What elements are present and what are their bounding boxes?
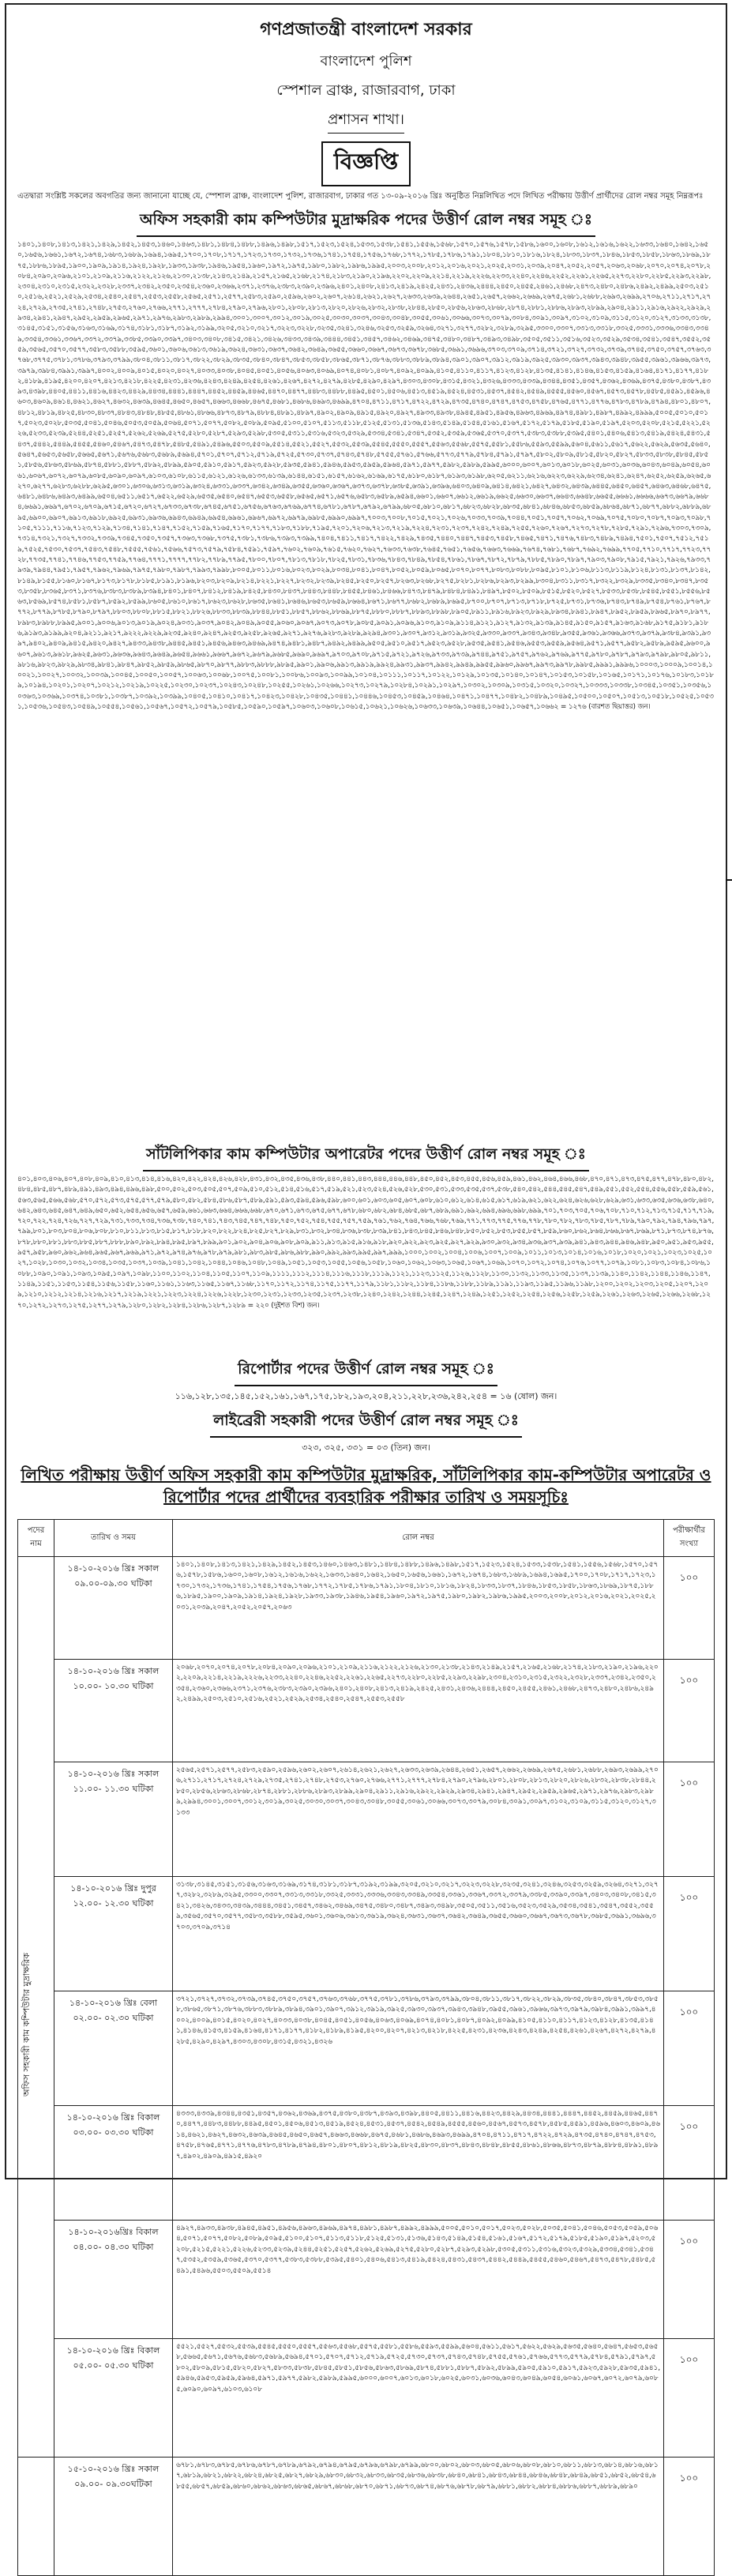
notice-title: বিজ্ঞপ্তি [321,141,411,186]
col-roll-numbers: রোল নম্বর [173,1520,664,1557]
schedule-row [18,2458,715,2576]
notice-page [5,3,727,2491]
schedule-roll-list: ৩৭২১,৩৭২৭,৩৭৩২,৩৭৩৯,৩৭৪৫,৩৭৫০,৩৭৫৭,৩৭৬৩,৩৭৬৮,৩৭৭৫,৩৭৮১,৩৭৮৬,৩৭৯৩,৩৭৯৯,৩৮০৪,৩৮১১,৩৮১৭,৩৮২২,৩৮২৯,৩৮৩৫,৩৮৪০,৩৮৪৭,৩৮৫৩,৩৮৫৮,৩৮৬৫,৩৮৭১,৩৮৭৬,৩৮৮৩,৩৮৮৯,৩৮৯৪,৩৯০১,৩৯০৭,৩৯১২,৩৯১৯,৩৯২৫,৩৯৩০,৩৯৩৭,৩৯৪৩,৩৯৪৮,৩৯৫৫,৩৯৬১,৩৯৬৬,৩৯৭৩,৩৯৭৯,৩৯৮৪,৩৯৯১,৩৯৯৭,৪০০২,৪০০৯,৪০১৫,৪০২০,৪০২৭,৪০৩৩,৪০৩৮,৪০৪৫,৪০৫১,৪০৫৬,৪০৬৩,৪০৬৯,৪০৭৪,৪০৮১,৪০৮৭,৪০৯২,৪০৯৯,৪১০৫,৪১১০,৪১১৭,৪১২৩,৪১২৮,৪১৩৫,৪১৪১,৪১৪৬,৪১৫৩,৪১৫৯,৪১৬৪,৪১৭১,৪১৭৭,৪১৮২,৪১৮৯,৪১৯৫,৪২০০,৪২০৭,৪২১৩,৪২১৮,৪২২৫,৪২৩১,৪২৩৬,৪২৪৩,৪২৪৯,৪২৫৪,৪২৬১,৪২৬৭,৪২৭২,৪২৭৯,৪২৮৫,৪২৯০,৪২৯৭,৪৩০৩,৪৩০৮,৪৩১৫,৪৩২১,৪৩২৬ [173,1991,664,2106]
schedule-date-time: ১৪-১০-২০১৬খ্রিঃ বিকাল ০৪.০০- ০৪.৩০ ঘটিকা [54,2221,173,2339]
schedule-row [18,1877,715,1991]
schedule-count: ১০০ [664,2221,715,2339]
schedule-roll-list: ৪৩৩৩,৪৩৩৯,৪৩৪৪,৪৩৫১,৪৩৫৭,৪৩৬২,৪৩৬৯,৪৩৭৫,৪৩৮০,৪৩৮৭,৪৩৯৩,৪৩৯৮,৪৪০৫,৪৪১১,৪৪১৬,৪৪২৩,৪৪২৯,৪৪৩৪,৪৪৪১,৪৪৪৭,৪৪৫২,৪৪৫৯,৪৪৬৫,৪৪৭০,৪৪৭৭,৪৪৮৩,৪৪৮৮,৪৪৯৫,৪৫০১,৪৫০৬,৪৫১৩,৪৫১৯,৪৫২৪,৪৫৩১,৪৫৩৭,৪৫৪২,৪৫৪৯,৪৫৫৫,৪৫৬০,৪৫৬৭,৪৫৭৩,৪৫৭৮,৪৫৮৫,৪৫৯১,৪৫৯৬,৪৬০৩,৪৬০৯,৪৬১৪,৪৬২১,৪৬২৭,৪৬৩২,৪৬৩৯,৪৬৪৫,৪৬৫০,৪৬৫৭,৪৬৬৩,৪৬৬৮,৪৬৭৫,৪৬৮১,৪৬৮৬,৪৬৯৩,৪৬৯৯,৪৭০৪,৪৭১১,৪৭১৭,৪৭২২,৪৭২৯,৪৭৩৫,৪৭৪০,৪৭৪৭,৪৭৫৩,৪৭৫৮,৪৭৬৫,৪৭৭১,৪৭৭৬,৪৭৮৩,৪৭৮৯,৪৭৯৪,৪৮০১,৪৮০৭,৪৮১২,৪৮১৯,৪৮২৫,৪৮৩০,৪৮৩৭,৪৮৪৩,৪৮৪৮,৪৮৫৫,৪৮৬১,৪৮৬৬,৪৮৭৩,৪৮৭৯,৪৮৮৪,৪৮৯১,৪৮৯৭,৪৯০২,৪৯০৯,৪৯১৫,৪৯২০ [173,2106,664,2221]
page-edge-mark [726,879,732,881]
schedule-count: ১০০ [664,1991,715,2106]
library-heading [17,1409,715,1438]
schedule-count: ১০০ [664,2339,715,2458]
schedule-date-time: ১৪-১০-২০১৬ খ্রিঃ সকাল ১০.০০- ১০.৩০ ঘটিকা [54,1660,173,1762]
schedule-heading-line1: লিখিত পরীক্ষায় উত্তীর্ণ অফিস সহকারী কাম কম্পিউটার মুদ্রাক্ষরিক, সাঁটলিপিকার কাম-কম্পিউটার অপারেটর ও [21,1465,711,1484]
office-address: স্পেশাল ব্রাঞ্চ, রাজারবাগ, ঢাকা [276,82,456,99]
schedule-roll-list: ৬৭৮১,৬৭৮৩,৬৭৮৫,৬৭৮৬,৬৭৮৭,৬৭৮৯,৬৭৯২,৬৭৯৪,৬৭৯৫,৬৭৯৬,৬৭৯৮,৬৭৯৯,৬৮০০,৬৮০২,৬৮০৩,৬৮০৫,৬৮০৬,৬৮০৮,৬৮১০,৬৮১১,৬৮১৩,৬৮১৪,৬৮১৬,৬৮১৭,৬৮১৯,৬৮২১,৬৮২২,৬৮২৪,৬৮২৫,৬৮২৭,৬৮২৯,৬৮৩০,৬৮৩২,৬৮৩৩,৬৮৩৫,৬৮৩৬,৬৮৩৮,৬৮৪০,৬৮৪১,৬৮৪৩,৬৮৪৪,৬৮৪৬,৬৮৪৮,৬৮৪৯,৬৮৫১,৬৮৫২,৬৮৫৪,৬৮৫৫,৬৮৫৭,৬৮৫৯,৬৮৬০,৬৮৬২,৬৮৬৩,৬৮৬৫,৬৮৬৭,৬৮৬৮,৬৮৭০,৬৮৭১,৬৮৭৩,৬৮৭৪,৬৮৭৬,৬৮৭৮,৬৮৭৯,৬৮৮১,৬৮৮২,৬৮৮৪,৬৮৮৬,৬৮৮৭,৬৮৮৯,৬৮৯০ [173,2458,664,2576]
section-name: প্রশাসন শাখা। [328,108,404,134]
schedule-row [18,1762,715,1877]
schedule-roll-list: ৪৯২৭,৪৯৩৩,৪৯৩৮,৪৯৪৫,৪৯৫১,৪৯৫৬,৪৯৬৩,৪৯৬৯,৪৯৭৪,৪৯৮১,৪৯৮৭,৪৯৯২,৪৯৯৯,৫০০৫,৫০১০,৫০১৭,৫০২৩,৫০২৮,৫০৩৫,৫০৪১,৫০৪৬,৫০৫৩,৫০৫৯,৫০৬৪,৫০৭১,৫০৭৭,৫০৮২,৫০৮৯,৫০৯৫,৫১০০,৫১০৭,৫১১৩,৫১১৮,৫১২৫,৫১৩১,৫১৩৬,৫১৪৩,৫১৪৯,৫১৫৪,৫১৬১,৫১৬৭,৫১৭২,৫১৭৯,৫১৮৫,৫১৯০,৫১৯৭,৫২০৩,৫২০৮,৫২১৫,৫২২১,৫২২৬,৫২৩৩,৫২৩৯,৫২৪৪,৫২৫১,৫২৫৭,৫২৬২,৫২৬৯,৫২৭৫,৫২৮০,৫২৮৭,৫২৯৩,৫২৯৮,৫৩০৫,৫৩১১,৫৩১৬,৫৩২৩,৫৩২৯,৫৩৩৪,৫৩৪১,৫৩৪৭,৫৩৫২,৫৩৫৯,৫৩৬৫,৫৩৭০,৫৩৭৭,৫৩৮৩,৫৩৮৮,৫৩৯৫,৫৪০১,৫৪০৬,৫৪১৩,৫৪১৯,৫৪২৪,৫৪৩১,৫৪৩৭,৫৪৪২,৫৪৪৯,৫৪৫৫,৫৪৬০,৫৪৬৭,৫৪৭৩,৫৪৭৮,৫৪৮৫,৫৪৯১,৫৪৯৬,৫৫০৩,৫৫০৯,৫৫১৪ [173,2221,664,2339]
schedule-row [18,1557,715,1660]
stenotypist-heading-text: সাঁটলিপিকার কাম কম্পিউটার অপারেটর পদের উত্তীর্ণ রোল নম্বর সমূহ ঃ [143,1143,589,1171]
reporter-heading [17,1358,715,1386]
schedule-row [18,2339,715,2458]
schedule-row [18,2221,715,2339]
schedule-count: ১০০ [664,1557,715,1660]
schedule-row [18,2106,715,2221]
schedule-row [18,1991,715,2106]
col-candidate-count: পরীক্ষার্থীর সংখ্যা [664,1520,715,1557]
schedule-row [18,1660,715,1762]
reporter-rolls: ১১৬,১২৮,১৩৫,১৪৫,১৫২,১৬১,১৬৭,১৭৫,১৮২,১৯৩,২০৪,২১১,২২৮,২৩৬,২৪২,২৫৪ = ১৬ (ষোল) জন। [175,1391,557,1401]
schedule-date-time: ১৫-১০-২০১৬ খ্রিঃ সকাল ০৯.০০- ০৯.৩০ঘটিকা [54,2458,173,2576]
post-name-cell [18,1557,54,2458]
schedule-roll-list: ৩১৩৮,৩১৪৫,৩১৫১,৩১৫৬,৩১৬৩,৩১৬৯,৩১৭৪,৩১৮১,৩১৮৭,৩১৯২,৩১৯৯,৩২০৫,৩২১০,৩২১৭,৩২২৩,৩২২৮,৩২৩৫,৩২৪১,৩২৪৬,৩২৫৩,৩২৫৯,৩২৬৪,৩২৭১,৩২৭৭,৩২৮২,৩২৮৯,৩২৯৫,৩৩০০,৩৩০৭,৩৩১৩,৩৩১৮,৩৩২৫,৩৩৩১,৩৩৩৬,৩৩৪৩,৩৩৪৯,৩৩৫৪,৩৩৬১,৩৩৬৭,৩৩৭২,৩৩৭৯,৩৩৮৫,৩৩৯০,৩৩৯৭,৩৪০৩,৩৪০৮,৩৪১৫,৩৪২১,৩৪২৬,৩৪৩৩,৩৪৩৯,৩৪৪৪,৩৪৫১,৩৪৫৭,৩৪৬২,৩৪৬৯,৩৪৭৫,৩৪৮০,৩৪৮৭,৩৪৯৩,৩৪৯৮,৩৫০৫,৩৫১১,৩৫১৬,৩৫২৩,৩৫২৯,৩৫৩৪,৩৫৪১,৩৫৪৭,৩৫৫২,৩৫৫৯,৩৫৬৫,৩৫৭০,৩৫৭৭,৩৫৮৩,৩৫৮৮,৩৫৯৫,৩৬০১,৩৬০৬,৩৬১৩,৩৬১৯,৩৬২৪,৩৬৩১,৩৬৩৭,৩৬৪২,৩৬৪৯,৩৬৫৫,৩৬৬০,৩৬৬৭,৩৬৭৩,৩৬৭৮,৩৬৮৫,৩৬৯১,৩৬৯৬,৩৭০৩,৩৭০৯,৩৭১৪ [173,1877,664,1991]
col-post: পদের নাম [18,1520,54,1557]
schedule-date-time: ১৪-১০-২০১৬ খ্রিঃ বেলা ০২.০০- ০২.৩০ ঘটিকা [54,1991,173,2106]
reporter-heading-text: রিপোর্টার পদের উত্তীর্ণ রোল নম্বর সমূহ ঃ [235,1358,497,1386]
notice-title-box [17,141,715,186]
schedule-date-time: ১৪-১০-২০১৬ খ্রিঃ বিকাল ০৫.০০- ০৫.৩০ ঘটিকা [54,2339,173,2458]
stenotypist-rolls: ৪০১,৪০৩,৪০৬,৪০৭,৪০৮,৪০৯,৪১০,৪১৩,৪১৪,৪১৬,৪২০,৪২২,৪২৪,৪২৬,৪২৮,৪৩১,৪৩২,৪৩৫,৪৩৬,৪৩৮,৪৪০,৪৪১,৪৪৩,৪৪৪,৪৪৬,৪৪৮,৪৫০,৪৫২,৪৫৩,৪৫৫,৪৫৬,৪৫৯,৪৬১,৪৬২,৪৬৪,৪৬৬,৪৬৮,৪৭০,৪৭১,৪৭৩,৪৭৫,৪৭৭,৪৭৮,৪৮০,৪৮২,৪৮৪,৪৮৫,৪৮৭,৪৮৯,৪৯১,৪৯৩,৪৯৪,৪৯৬,৪৯৮,৫০০,৫০২,৫০৩,৫০৫,৫০৭,৫০৯,৫১০,৫১২,৫১৪,৫১৬,৫১৭,৫১৯,৫২১,৫২৩,৫২৪,৫২৬,৫২৮,৫৩০,৫৩১,৫৩৩,৫৩৫,৫৩৭,৫৩৮,৫৪০,৫৪২,৫৪৪,৫৪৫,৫৪৭,৫৪৯,৫৫১,৫৫২,৫৫৪,৫৫৬,৫৫৮,৫৫৯,৫৬১,৫৬৩,৫৬৫,৫৬৬,৫৬৮,৫৭০,৫৭২,৫৭৩,৫৭৫,৫৭৭,৫৭৯,৫৮০,৫৮২,৫৮৪,৫৮৬,৫৮৭,৫৮৯,৫৯১,৫৯৩,৫৯৪,৫৯৬,৫৯৮,৬০০,৬০১,৬০৩,৬০৫,৬০৭,৬০৮,৬১০,৬১২,৬১৪,৬১৫,৬১৭,৬১৯,৬২১,৬২২,৬২৪,৬২৬,৬২৮,৬২৯,৬৩১,৬৩৩,৬৩৫,৬৩৬,৬৩৮,৬৪০,৬৪২,৬৪৩,৬৪৫,৬৪৭,৬৪৯,৬৫০,৬৫২,৬৫৪,৬৫৬,৬৫৭,৬৫৯,৬৬১,৬৬৩,৬৬৪,৬৬৬,৬৬৮,৬৭০,৬৭১,৬৭৩,৬৭৫,৬৭৭,৬৭৮,৬৮০,৬৮২,৬৮৪,৬৮৫,৬৮৭,৬৮৯,৬৯১,৬৯২,৬৯৪,৬৯৬,৬৯৮,৬৯৯,৭০১,৭০৩,৭০৫,৭০৬,৭০৮,৭১০,৭১২,৭১৩,৭১৫,৭১৭,৭১৯,৭২০,৭২২,৭২৪,৭২৬,৭২৭,৭২৯,৭৩১,৭৩৩,৭৩৪,৭৩৬,৭৩৮,৭৪০,৭৪১,৭৪৩,৭৪৫,৭৪৭,৭৪৮,৭৫০,৭৫২,৭৫৪,৭৫৫,৭৫৭,৭৫৯,৭৬১,৭৬২,৭৬৪,৭৬৬,৭৬৮,৭৬৯,৭৭১,৭৭৩,৭৭৫,৭৭৬,৭৭৮,৭৮০,৭৮২,৭৮৩,৭৮৫,৭৮৭,৭৮৯,৭৯০,৭৯২,৭৯৪,৭৯৬,৭৯৭,৭৯৯,৮০১,৮০৩,৮০৪,৮০৬,৮০৮,৮১০,৮১১,৮১৩,৮১৫,৮১৭,৮১৮,৮২০,৮২২,৮২৪,৮২৫,৮২৭,৮২৯,৮৩১,৮৩২,৮৩৪,৮৩৬,৮৩৮,৮৩৯,৮৪১,৮৪৩,৮৪৫,৮৪৬,৮৪৮,৮৫০,৮৫২,৮৫৩,৮৫৫,৮৫৭,৮৫৯,৮৬০,৮৬২,৮৬৪,৮৬৬,৮৬৭,৮৬৯,৮৭১,৮৭৩,৮৭৪,৮৭৬,৮৭৮,৮৮০,৮৮১,৮৮৩,৮৮৫,৮৮৭,৮৮৮,৮৯০,৮৯২,৮৯৪,৮৯৫,৮৯৭,৮৯৯,৯০১,৯০২,৯০৪,৯০৬,৯০৮,৯০৯,৯১১,৯১৩,৯১৫,৯১৬,৯১৮,৯২০,৯২২,৯২৩,৯২৫,৯২৭,৯২৯,৯৩০,৯৩২,৯৩৪,৯৩৬,৯৩৭,৯৩৯,৯৪১,৯৪৩,৯৪৪,৯৪৬,৯৪৮,৯৫০,৯৫১,৯৫৩,৯৫৫,৯৫৭,৯৫৮,৯৬০,৯৬২,৯৬৪,৯৬৫,৯৬৭,৯৬৯,৯৭১,৯৭২,৯৭৪,৯৭৬,৯৭৮,৯৭৯,৯৮১,৯৮৩,৯৮৫,৯৮৬,৯৮৮,৯৯০,৯৯২,৯৯৩,৯৯৫,৯৯৭,৯৯৯,১০০০,১০০২,১০০৪,১০০৬,১০০৭,১০০৯,১০১১,১০১৩,১০১৪,১০১৬,১০১৮,১০২০,১০২১,১০২৩,১০২৫,১০২৭,১০২৮,১০৩০,১০৩২,১০৩৪,১০৩৫,১০৩৭,১০৩৯,১০৪১,১০৪২,১০৪৪,১০৪৬,১০৪৮,১০৪৯,১০৫১,১০৫৩,১০৫৫,১০৫৬,১০৫৮,১০৬০,১০৬২,১০৬৩,১০৬৫,১০৬৭,১০৬৯,১০৭০,১০৭২,১০৭৪,১০৭৬,১০৭৭,১০৭৯,১০৮১,১০৮৩,১০৮৪,১০৮৬,১০৮৮,১০৯০,১০৯১,১০৯৩,১০৯৫,১০৯৭,১০৯৮,১১০০,১১০২,১১০৪,১১০৫,১১০৭,১১০৯,১১১১,১১১২,১১১৪,১১১৬,১১১৮,১১১৯,১১২১,১১২৩,১১২৫,১১২৬,১১২৮,১১৩০,১১৩২,১১৩৩,১১৩৫,১১৩৭,১১৩৯,১১৪০,১১৪২,১১৪৪,১১৪৬,১১৪৭,১১৪৯,১১৫১,১১৫৩,১১৫৪,১১৫৬,১১৫৮,১১৬০,১১৬১,১১৬৩,১১৬৫,১১৬৭,১১৬৮,১১৭০,১১৭২,১১৭৪,১১৭৫,১১৭৭,১১৭৯,১১৮১,১১৮২,১১৮৪,১১৮৬,১১৮৮,১১৮৯,১১৯১,১১৯৩,১১৯৫,১১৯৬,১১৯৮,১২০০,১২০২,১২০৩,১২০৫,১২০৭,১২০৯,১২১০,১২১২,১২১৪,১২১৬,১২১৭,১২১৯,১২২১,১২২৩,১২২৪,১২২৬,১২২৮,১২৩০,১২৩১,১২৩৩,১২৩৫,১২৩৭,১২৩৮,১২৪০,১২৪২,১২৪৪,১২৪৫,১২৪৭,১২৪৯,১২৫১,১২৫২,১২৫৪,১২৫৬,১২৫৮,১২৫৯,১২৬১,১২৬৩,১২৬৫,১২৬৬,১২৬৮,১২৭০,১২৭২,১২৭৩,১২৭৫,১২৭৭,১২৭৯,১২৮০,১২৮২,১২৮৪,১২৮৬,১২৮৭,১২৮৯ = ২২০ (দুইশত বিশ) জন। [17,1175,715,1310]
govt-name: গণপ্রজাতন্ত্রী বাংলাদেশ সরকার [260,20,472,39]
library-rolls: ৩২৩, ৩২৫, ৩৩১ = ০৩ (তিন) জন। [302,1442,430,1453]
dept-name: বাংলাদেশ পুলিশ [320,53,412,70]
letterhead [17,16,715,134]
col-date-time: তারিখ ও সময় [54,1520,173,1557]
schedule-table [17,1519,715,2576]
office-assistant-heading-text: অফিস সহকারী কাম কম্পিউটার মুদ্রাক্ষরিক পদের উত্তীর্ণ রোল নম্বর সমূহ ঃ [137,209,595,237]
schedule-heading [17,1464,715,1508]
post-name-cell-empty [18,2458,54,2576]
schedule-roll-list: ৫৫২১,৫৫২৭,৫৫৩২,৫৫৩৯,৫৫৪৫,৫৫৫০,৫৫৫৭,৫৫৬৩,৫৫৬৮,৫৫৭৫,৫৫৮১,৫৫৮৬,৫৫৯৩,৫৫৯৯,৫৬০৪,৫৬১১,৫৬১৭,৫৬২২,৫৬২৯,৫৬৩৫,৫৬৪০,৫৬৪৭,৫৬৫৩,৫৬৫৮,৫৬৬৫,৫৬৭১,৫৬৭৬,৫৬৮৩,৫৬৮৯,৫৬৯৪,৫৭০১,৫৭০৭,৫৭১২,৫৭১৯,৫৭২৫,৫৭৩০,৫৭৩৭,৫৭৪৩,৫৭৪৮,৫৭৫৫,৫৭৬১,৫৭৬৬,৫৭৭৩,৫৭৭৯,৫৭৮৪,৫৭৯১,৫৭৯৭,৫৮০২,৫৮০৯,৫৮১৫,৫৮২০,৫৮২৭,৫৮৩৩,৫৮৩৮,৫৮৪৫,৫৮৫১,৫৮৫৬,৫৮৬৩,৫৮৬৯,৫৮৭৪,৫৮৮১,৫৮৮৭,৫৮৯২,৫৮৯৯,৫৯০৫,৫৯১০,৫৯১৭,৫৯২৩,৫৯২৮,৫৯৩৫,৫৯৪১,৫৯৪৬,৫৯৫৩,৫৯৫৯,৫৯৬৪,৫৯৭১,৫৯৭৭,৫৯৮২,৫৯৮৯,৫৯৯৫,৬০০০,৬০০৭,৬০১৩,৬০১৮,৬০২৫,৬০৩১,৬০৩৬,৬০৪৩,৬০৪৯,৬০৫৪,৬০৬১,৬০৬৭,৬০৭২,৬০৭৯,৬০৮৫,৬০৯০,৬০৯৭,৬১০৩,৬১০৮ [173,2339,664,2458]
schedule-count: ১০০ [664,1762,715,1877]
schedule-count: ১০০ [664,2106,715,2221]
schedule-count: ১০০ [664,1660,715,1762]
library-heading-text: লাইব্রেরী সহকারী পদের উত্তীর্ণ রোল নম্বর সমূহ ঃ [210,1409,522,1438]
intro-text: এতদ্বারা সংশ্লিষ্ট সকলের অবগতির জন্য জানানো যাচ্ছে যে, স্পেশাল ব্রাঞ্চ, বাংলাদেশ পুলিশ, রাজারবাগ, ঢাকার গত ১৩-০৯-২০১৬ খ্রিঃ অনুষ্ঠিত নিম্নলিখিত পদে লিখিত পরীক্ষায় উত্তীর্ণ প্রার্থীদের রোল নম্বর সমূহ নিম্নরূপঃ [17,192,704,201]
schedule-count: ১০০ [664,2458,715,2576]
schedule-header-row [18,1520,715,1557]
schedule-date-time: ১৪-১০-২০১৬ খ্রিঃ দুপুর ১২.০০- ১২.৩০ ঘটিকা [54,1877,173,1991]
post-name: অফিস সহকারী কাম কম্পিউটার মুদ্রাক্ষরিক [21,1953,32,2097]
office-assistant-heading [17,209,715,237]
schedule-roll-list: ২৫৬৫,২৫৭১,২৫৭৭,২৫৮৩,২৫৯০,২৫৯৬,২৬০২,২৬০৭,২৬১৪,২৬২১,২৬২৭,২৬৩৩,২৬৩৯,২৬৪৪,২৬৫১,২৬৫৭,২৬৬২,২৬৬৯,২৬৭৫,২৬৮১,২৬৮৮,২৬৯৩,২৬৯৯,২৭০৬,২৭১১,২৭১৭,২৭২৪,২৭২৯,২৭৩৫,২৭৪১,২৭৪৮,২৭৫৩,২৭৬০,২৭৬৬,২৭৭১,২৭৭৭,২৭৮৪,২৭৯০,২৭৯৬,২৮০১,২৮০৮,২৮১৩,২৮২০,২৮২৬,২৮৩২,২৮৩৮,২৮৪৪,২৮৫০,২৮৫৬,২৮৬৩,২৮৬৮,২৮৭৪,২৮৮১,২৮৮৬,২৮৯৩,২৮৯৯,২৯০৪,২৯১১,২৯১৬,২৯২২,২৯২৯,২৯৩৪,২৯৪১,২৯৪৭,২৯৫২,২৯৫৯,২৯৬৫,২৯৭১,২৯৭৬,২৯৮৩,২৯৮৯,২৯৯৪,৩০০১,৩০০৭,৩০১২,৩০১৯,৩০২৫,৩০৩০,৩০৩৭,৩০৪৩,৩০৪৮,৩০৫৫,৩০৬১,৩০৬৬,৩০৭৩,৩০৭৯,৩০৮৪,৩০৯১,৩০৯৭,৩১০২,৩১০৯,৩১১৫,৩১২০,৩১২৭,৩১৩৩ [173,1762,664,1877]
schedule-date-time: ১৪-১০-২০১৬ খ্রিঃ সকাল ০৯.০০-০৯.৩০ ঘটিকা [54,1557,173,1660]
schedule-count: ১০০ [664,1877,715,1991]
schedule-date-time: ১৪-১০-২০১৬ খ্রিঃ বিকাল ০৩.০০- ০৩.৩০ ঘটিকা [54,2106,173,2221]
schedule-heading-line2: রিপোর্টার পদের প্রার্থীদের ব্যবহারিক পরীক্ষার তারিখ ও সময়সূচিঃ [163,1487,569,1506]
schedule-roll-list: ১৪০১,১৪০৮,১৪১৩,১৪২১,১৪২৯,১৪৫২,১৪৫৩,১৪৬০,১৪৬৩,১৪৮১,১৪৮৪,১৪৮৮,১৪৯৬,১৪৯৮,১৫১৭,১৫২৩,১৫২৪,১৫৩৩,১৫৩৮,১৫৪১,১৫৫৬,১৫৬৮,১৫৭০,১৫৭৬,১৫৭৮,১৫৮৬,১৬০০,১৬০৮,১৬১২,১৬১৬,১৬২২,১৬৩৩,১৬৪০,১৬৪২,১৬৫০,১৬৫৬,১৬৬১,১৬৭২,১৬৭৪,১৬৮৩,১৬৮৯,১৬৯৪,১৬৯৫,১৭০০,১৭০৮,১৭১৭,১৭২৩,১৭৩০,১৭৩২,১৭৩৬,১৭৪১,১৭৫৪,১৭৫৬,১৭৬৮,১৭৭২,১৭৮৫,১৭৮৬,১৭৯১,১৮০৪,১৮১০,১৮১৬,১৮২৪,১৮৩৩,১৮৩৭,১৮৪৬,১৮৫৩,১৮৫৮,১৮৬৩,১৮৬৯,১৮৭৫,১৮৮৬,১৮৯৫,১৯০০,১৯০৯,১৯১৪,১৯২৪,১৯২৮,১৯৩৩,১৯৩৮,১৯৪৬,১৯৫৪,১৯৬০,১৯৭২,১৯৭৫,১৯৮০,১৯৮২,১৯৮৬,১৯৯৫,২০০৩,২০০৮,২০১২,২০১৬,২০২১,২০২৫,২০৩১,২০৩৯,২০৪৭,২০৫২,২০৫৭,২০৬৩ [173,1557,664,1660]
stenotypist-heading [17,1143,715,1171]
office-assistant-rolls: ১৪০১,১৪০৮,১৪১৩,১৪২১,১৪২৯,১৪৫২,১৪৫৩,১৪৬০,১৪৬৩,১৪৮১,১৪৮৪,১৪৮৮,১৪৯৬,১৪৯৮,১৫১৭,১৫২৩,১৫২৪,১৫৩৩,১৫৩৮,১৫৪১,১৫৫৬,১৫৬৮,১৫৭০,১৫৭৬,১৫৭৮,১৫৮৬,১৬০০,১৬০৮,১৬১২,১৬১৬,১৬২২,১৬৩৩,১৬৪০,১৬৪২,১৬৫০,১৬৫৬,১৬৬১,১৬৭২,১৬৭৪,১৬৮৩,১৬৮৯,১৬৯৪,১৬৯৫,১৭০০,১৭০৮,১৭১৭,১৭২৩,১৭৩০,১৭৩২,১৭৩৬,১৭৪১,১৭৫৪,১৭৫৬,১৭৬৮,১৭৭২,১৭৮৫,১৭৮৬,১৭৯১,১৮০৪,১৮১০,১৮১৬,১৮২৪,১৮৩৩,১৮৩৭,১৮৪৬,১৮৫৩,১৮৫৮,১৮৬৩,১৮৬৯,১৮৭৫,১৮৮৬,১৮৯৫,১৯০০,১৯০৯,১৯১৪,১৯২৪,১৯২৮,১৯৩৩,১৯৩৮,১৯৪৬,১৯৫৪,১৯৬০,১৯৭২,১৯৭৫,১৯৮০,১৯৮২,১৯৮৬,১৯৯৫,২০০৩,২০০৮,২০১২,২০১৬,২০২১,২০২৫,২০৩১,২০৩৯,২০৪৭,২০৫২,২০৫৭,২০৬৩,২০৬৮,২০৭০,২০৭৪,২০৭৮,২০৮৪,২০৯০,২০৯৬,২১০১,২১০৯,২১১৬,২১২২,২১২৬,২১৩০,২১৩৮,২১৪৩,২১৪৯,২১৫৭,২১৬৫,২১৬৮,২১৭৪,২১৮৩,২১৯০,২১৯৬,২২০২,২২০৯,২২১৪,২২১৯,২২২৬,২২৩৩,২২৪০,২২৪৬,২২৫২,২২৬১,২২৬৫,২২৭৩,২২৮০,২২৮৫,২২৯৩,২২৯৮,২৩০৪,২৩১০,২৩১৫,২৩২২,২৩২৮,২৩৩৭,২৩৪২,২৩৫০,২৩৫৪,২৩৬০,২৩৬৬,২৩৭১,২৩৭৬,২৩৮৩,২৩৯০,২৩৯৬,২৪০১,২৪০৮,২৪১৩,২৪১৯,২৪২৫,২৪৩১,২৪৩৬,২৪৪৪,২৪৫০,২৪৫৫,২৪৬১,২৪৬৮,২৪৭৩,২৪৮০,২৪৮৬,২৪৯২,২৪৯৯,২৫০৩,২৫১০,২৫১৬,২৫২১,২৫২৯,২৫৩৪,২৫৪০,২৫৪৭,২৫৫৩,২৫৫৮,২৫৬৫,২৫৭১,২৫৭৭,২৫৮৩,২৫৯০,২৫৯৬,২৬০২,২৬০৭,২৬১৪,২৬২১,২৬২৭,২৬৩৩,২৬৩৯,২৬৪৪,২৬৫১,২৬৫৭,২৬৬২,২৬৬৯,২৬৭৫,২৬৮১,২৬৮৮,২৬৯৩,২৬৯৯,২৭০৬,২৭১১,২৭১৭,২৭২৪,২৭২৯,২৭৩৫,২৭৪১,২৭৪৮,২৭৫৩,২৭৬০,২৭৬৬,২৭৭১,২৭৭৭,২৭৮৪,২৭৯০,২৭৯৬,২৮০১,২৮০৮,২৮১৩,২৮২০,২৮২৬,২৮৩২,২৮৩৮,২৮৪৪,২৮৫০,২৮৫৬,২৮৬৩,২৮৬৮,২৮৭৪,২৮৮১,২৮৮৬,২৮৯৩,২৮৯৯,২৯০৪,২৯১১,২৯১৬,২৯২২,২৯২৯,২৯৩৪,২৯৪১,২৯৪৭,২৯৫২,২৯৫৯,২৯৬৫,২৯৭১,২৯৭৬,২৯৮৩,২৯৮৯,২৯৯৪,৩০০১,৩০০৭,৩০১২,৩০১৯,৩০২৫,৩০৩০,৩০৩৭,৩০৪৩,৩০৪৮,৩০৫৫,৩০৬১,৩০৬৬,৩০৭৩,৩০৭৯,৩০৮৪,৩০৯১,৩০৯৭,৩১০২,৩১০৯,৩১১৫,৩১২০,৩১২৭,৩১৩৩,৩১৩৮,৩১৪৫,৩১৫১,৩১৫৬,৩১৬৩,৩১৬৯,৩১৭৪,৩১৮১,৩১৮৭,৩১৯২,৩১৯৯,৩২০৫,৩২১০,৩২১৭,৩২২৩,৩২২৮,৩২৩৫,৩২৪১,৩২৪৬,৩২৫৩,৩২৫৯,৩২৬৪,৩২৭১,৩২৭৭,৩২৮২,৩২৮৯,৩২৯৫,৩৩০০,৩৩০৭,৩৩১৩,৩৩১৮,৩৩২৫,৩৩৩১,৩৩৩৬,৩৩৪৩,৩৩৪৯,৩৩৫৪,৩৩৬১,৩৩৬৭,৩৩৭২,৩৩৭৯,৩৩৮৫,৩৩৯০,৩৩৯৭,৩৪০৩,৩৪০৮,৩৪১৫,৩৪২১,৩৪২৬,৩৪৩৩,৩৪৩৯,৩৪৪৪,৩৪৫১,৩৪৫৭,৩৪৬২,৩৪৬৯,৩৪৭৫,৩৪৮০,৩৪৮৭,৩৪৯৩,৩৪৯৮,৩৫০৫,৩৫১১,৩৫১৬,৩৫২৩,৩৫২৯,৩৫৩৪,৩৫৪১,৩৫৪৭,৩৫৫২,৩৫৫৯,৩৫৬৫,৩৫৭০,৩৫৭৭,৩৫৮৩,৩৫৮৮,৩৫৯৫,৩৬০১,৩৬০৬,৩৬১৩,৩৬১৯,৩৬২৪,৩৬৩১,৩৬৩৭,৩৬৪২,৩৬৪৯,৩৬৫৫,৩৬৬০,৩৬৬৭,৩৬৭৩,৩৬৭৮,৩৬৮৫,৩৬৯১,৩৬৯৬,৩৭০৩,৩৭০৯,৩৭১৪,৩৭২১,৩৭২৭,৩৭৩২,৩৭৩৯,৩৭৪৫,৩৭৫০,৩৭৫৭,৩৭৬৩,৩৭৬৮,৩৭৭৫,৩৭৮১,৩৭৮৬,৩৭৯৩,৩৭৯৯,৩৮০৪,৩৮১১,৩৮১৭,৩৮২২,৩৮২৯,৩৮৩৫,৩৮৪০,৩৮৪৭,৩৮৫৩,৩৮৫৮,৩৮৬৫,৩৮৭১,৩৮৭৬,৩৮৮৩,৩৮৮৯,৩৮৯৪,৩৯০১,৩৯০৭,৩৯১২,৩৯১৯,৩৯২৫,৩৯৩০,৩৯৩৭,৩৯৪৩,৩৯৪৮,৩৯৫৫,৩৯৬১,৩৯৬৬,৩৯৭৩,৩৯৭৯,৩৯৮৪,৩৯৯১,৩৯৯৭,৪০০২,৪০০৯,৪০১৫,৪০২০,৪০২৭,৪০৩৩,৪০৩৮,৪০৪৫,৪০৫১,৪০৫৬,৪০৬৩,৪০৬৯,৪০৭৪,৪০৮১,৪০৮৭,৪০৯২,৪০৯৯,৪১০৫,৪১১০,৪১১৭,৪১২৩,৪১২৮,৪১৩৫,৪১৪১,৪১৪৬,৪১৫৩,৪১৫৯,৪১৬৪,৪১৭১,৪১৭৭,৪১৮২,৪১৮৯,৪১৯৫,৪২০০,৪২০৭,৪২১৩,৪২১৮,৪২২৫,৪২৩১,৪২৩৬,৪২৪৩,৪২৪৯,৪২৫৪,৪২৬১,৪২৬৭,৪২৭২,৪২৭৯,৪২৮৫,৪২৯০,৪২৯৭,৪৩০৩,৪৩০৮,৪৩১৫,৪৩২১,৪৩২৬,৪৩৩৩,৪৩৩৯,৪৩৪৪,৪৩৫১,৪৩৫৭,৪৩৬২,৪৩৬৯,৪৩৭৫,৪৩৮০,৪৩৮৭,৪৩৯৩,৪৩৯৮,৪৪০৫,৪৪১১,৪৪১৬,৪৪২৩,৪৪২৯,৪৪৩৪,৪৪৪১,৪৪৪৭,৪৪৫২,৪৪৫৯,৪৪৬৫,৪৪৭০,৪৪৭৭,৪৪৮৩,৪৪৮৮,৪৪৯৫,৪৫০১,৪৫০৬,৪৫১৩,৪৫১৯,৪৫২৪,৪৫৩১,৪৫৩৭,৪৫৪২,৪৫৪৯,৪৫৫৫,৪৫৬০,৪৫৬৭,৪৫৭৩,৪৫৭৮,৪৫৮৫,৪৫৯১,৪৫৯৬,৪৬০৩,৪৬০৯,৪৬১৪,৪৬২১,৪৬২৭,৪৬৩২,৪৬৩৯,৪৬৪৫,৪৬৫০,৪৬৫৭,৪৬৬৩,৪৬৬৮,৪৬৭৫,৪৬৮১,৪৬৮৬,৪৬৯৩,৪৬৯৯,৪৭০৪,৪৭১১,৪৭১৭,৪৭২২,৪৭২৯,৪৭৩৫,৪৭৪০,৪৭৪৭,৪৭৫৩,৪৭৫৮,৪৭৬৫,৪৭৭১,৪৭৭৬,৪৭৮৩,৪৭৮৯,৪৭৯৪,৪৮০১,৪৮০৭,৪৮১২,৪৮১৯,৪৮২৫,৪৮৩০,৪৮৩৭,৪৮৪৩,৪৮৪৮,৪৮৫৫,৪৮৬১,৪৮৬৬,৪৮৭৩,৪৮৭৯,৪৮৮৪,৪৮৯১,৪৮৯৭,৪৯০২,৪৯০৯,৪৯১৫,৪৯২০,৪৯২৭,৪৯৩৩,৪৯৩৮,৪৯৪৫,৪৯৫১,৪৯৫৬,৪৯৬৩,৪৯৬৯,৪৯৭৪,৪৯৮১,৪৯৮৭,৪৯৯২,৪৯৯৯,৫০০৫,৫০১০,৫০১৭,৫০২৩,৫০২৮,৫০৩৫,৫০৪১,৫০৪৬,৫০৫৩,৫০৫৯,৫০৬৪,৫০৭১,৫০৭৭,৫০৮২,৫০৮৯,৫০৯৫,৫১০০,৫১০৭,৫১১৩,৫১১৮,৫১২৫,৫১৩১,৫১৩৬,৫১৪৩,৫১৪৯,৫১৫৪,৫১৬১,৫১৬৭,৫১৭২,৫১৭৯,৫১৮৫,৫১৯০,৫১৯৭,৫২০৩,৫২০৮,৫২১৫,৫২২১,৫২২৬,৫২৩৩,৫২৩৯,৫২৪৪,৫২৫১,৫২৫৭,৫২৬২,৫২৬৯,৫২৭৫,৫২৮০,৫২৮৭,৫২৯৩,৫২৯৮,৫৩০৫,৫৩১১,৫৩১৬,৫৩২৩,৫৩২৯,৫৩৩৪,৫৩৪১,৫৩৪৭,৫৩৫২,৫৩৫৯,৫৩৬৫,৫৩৭০,৫৩৭৭,৫৩৮৩,৫৩৮৮,৫৩৯৫,৫৪০১,৫৪০৬,৫৪১৩,৫৪১৯,৫৪২৪,৫৪৩১,৫৪৩৭,৫৪৪২,৫৪৪৯,৫৪৫৫,৫৪৬০,৫৪৬৭,৫৪৭৩,৫৪৭৮,৫৪৮৫,৫৪৯১,৫৪৯৬,৫৫০৩,৫৫০৯,৫৫১৪,৫৫২১,৫৫২৭,৫৫৩২,৫৫৩৯,৫৫৪৫,৫৫৫০,৫৫৫৭,৫৫৬৩,৫৫৬৮,৫৫৭৫,৫৫৮১,৫৫৮৬,৫৫৯৩,৫৫৯৯,৫৬০৪,৫৬১১,৫৬১৭,৫৬২২,৫৬২৯,৫৬৩৫,৫৬৪০,৫৬৪৭,৫৬৫৩,৫৬৫৮,৫৬৬৫,৫৬৭১,৫৬৭৬,৫৬৮৩,৫৬৮৯,৫৬৯৪,৫৭০১,৫৭০৭,৫৭১২,৫৭১৯,৫৭২৫,৫৭৩০,৫৭৩৭,৫৭৪৩,৫৭৪৮,৫৭৫৫,৫৭৬১,৫৭৬৬,৫৭৭৩,৫৭৭৯,৫৭৮৪,৫৭৯১,৫৭৯৭,৫৮০২,৫৮০৯,৫৮১৫,৫৮২০,৫৮২৭,৫৮৩৩,৫৮৩৮,৫৮৪৫,৫৮৫১,৫৮৫৬,৫৮৬৩,৫৮৬৯,৫৮৭৪,৫৮৮১,৫৮৮৭,৫৮৯২,৫৮৯৯,৫৯০৫,৫৯১০,৫৯১৭,৫৯২৩,৫৯২৮,৫৯৩৫,৫৯৪১,৫৯৪৬,৫৯৫৩,৫৯৫৯,৫৯৬৪,৫৯৭১,৫৯৭৭,৫৯৮২,৫৯৮৯,৫৯৯৫,৬০০০,৬০০৭,৬০১৩,৬০১৮,৬০২৫,৬০৩১,৬০৩৬,৬০৪৩,৬০৪৯,৬০৫৪,৬০৬১,৬০৬৭,৬০৭২,৬০৭৯,৬০৮৫,৬০৯০,৬০৯৭,৬১০৩,৬১০৮,৬১১৫,৬১২১,৬১২৬,৬১৩৩,৬১৩৯,৬১৪৪,৬১৫১,৬১৫৭,৬১৬২,৬১৬৯,৬১৭৫,৬১৮০,৬১৮৭,৬১৯৩,৬১৯৮,৬২০৫,৬২১১,৬২১৬,৬২২৩,৬২২৯,৬২৩৪,৬২৪১,৬২৪৭,৬২৫২,৬২৫৯,৬২৬৫,৬২৭০,৬২৭৭,৬২৮৩,৬২৮৮,৬২৯৫,৬৩০১,৬৩০৬,৬৩১৩,৬৩১৯,৬৩২৪,৬৩৩১,৬৩৩৭,৬৩৪২,৬৩৪৯,৬৩৫৫,৬৩৬০,৬৩৬৭,৬৩৭৩,৬৩৭৮,৬৩৮৫,৬৩৯১,৬৩৯৬,৬৪০৩,৬৪০৯,৬৪১৪,৬৪২১,৬৪২৭,৬৪৩২,৬৪৩৯,৬৪৪৫,৬৪৫০,৬৪৫৭,৬৪৬৩,৬৪৬৮,৬৪৭৫,৬৪৮১,৬৪৮৬,৬৪৯৩,৬৪৯৯,৬৫০৪,৬৫১১,৬৫১৭,৬৫২২,৬৫২৯,৬৫৩৫,৬৫৪০,৬৫৪৭,৬৫৫৩,৬৫৫৮,৬৫৬৫,৬৫৭১,৬৫৭৬,৬৫৮৩,৬৫৮৯,৬৫৯৪,৬৬০১,৬৬০৭,৬৬১২,৬৬১৯,৬৬২৫,৬৬৩০,৬৬৩৭,৬৬৪৩,৬৬৪৮,৬৬৫৫,৬৬৬১,৬৬৬৬,৬৬৭৩,৬৬৭৯,৬৬৮৪,৬৬৯১,৬৬৯৭,৬৭০২,৬৭০৯,৬৭১৫,৬৭২০,৬৭২৭,৬৭৩৩,৬৭৩৮,৬৭৪৫,৬৭৫১,৬৭৫৬,৬৭৬৩,৬৭৬৯,৬৭৭৪,৬৭৮১,৬৭৮৭,৬৭৯২,৬৭৯৯,৬৮০৫,৬৮১০,৬৮১৭,৬৮২৩,৬৮২৮,৬৮৩৫,৬৮৪১,৬৮৪৬,৬৮৫৩,৬৮৫৯,৬৮৬৪,৬৮৭১,৬৮৭৭,৬৮৮২,৬৮৮৯,৬৮৯৫,৬৯০০,৬৯০৭,৬৯১৩,৬৯১৮,৬৯২৫,৬৯৩১,৬৯৩৬,৬৯৪৩,৬৯৪৯,৬৯৫৪,৬৯৬১,৬৯৬৭,৬৯৭২,৬৯৭৯,৬৯৮৫,৬৯৯০,৬৯৯৭,৭০০৩,৭০০৮,৭০১৫,৭০২১,৭০২৬,৭০৩৩,৭০৩৯,৭০৪৪,৭০৫১,৭০৫৭,৭০৬২,৭০৬৯,৭০৭৫,৭০৮০,৭০৮৭,৭০৯৩,৭০৯৮,৭১০৫,৭১১১,৭১১৬,৭১২৩,৭১২৯,৭১৩৪,৭১৪১,৭১৪৭,৭১৫২,৭১৫৯,৭১৬৫,৭১৭০,৭১৭৭,৭১৮৩,৭১৮৮,৭১৯৫,৭২০১,৭২০৬,৭২১৩,৭২১৯,৭২২৪,৭২৩১,৭২৩৭,৭২৪২,৭২৪৯,৭২৫৫,৭২৬০,৭২৬৭,৭২৭৩,৭২৭৮,৭২৮৫,৭২৯১,৭২৯৬,৭৩০৩,৭৩০৯,৭৩১৪,৭৩২১,৭৩২৭,৭৩৩২,৭৩৩৯,৭৩৪৫,৭৩৫০,৭৩৫৭,৭৩৬৩,৭৩৬৮,৭৩৭৫,৭৩৮১,৭৩৮৬,৭৩৯৩,৭৩৯৯,৭৪০৪,৭৪১১,৭৪১৭,৭৪২২,৭৪২৯,৭৪৩৫,৭৪৪০,৭৪৪৭,৭৪৫৩,৭৪৫৮,৭৪৬৫,৭৪৭১,৭৪৭৬,৭৪৮৩,৭৪৮৯,৭৪৯৪,৭৫০১,৭৫০৭,৭৫১২,৭৫১৯,৭৫২৫,৭৫৩০,৭৫৩৭,৭৫৪৩,৭৫৪৮,৭৫৫৫,৭৫৬১,৭৫৬৬,৭৫৭৩,৭৫৭৯,৭৫৮৪,৭৫৯১,৭৫৯৭,৭৬০২,৭৬০৯,৭৬১৫,৭৬২০,৭৬২৭,৭৬৩৩,৭৬৩৮,৭৬৪৫,৭৬৫১,৭৬৫৬,৭৬৬৩,৭৬৬৯,৭৬৭৪,৭৬৮১,৭৬৮৭,৭৬৯২,৭৬৯৯,৭৭০৫,৭৭১০,৭৭১৭,৭৭২৩,৭৭২৮,৭৭৩৫,৭৭৪১,৭৭৪৬,৭৭৫৩,৭৭৫৯,৭৭৬৪,৭৭৭১,৭৭৭৭,৭৭৮২,৭৭৮৯,৭৭৯৫,৭৮০০,৭৮০৭,৭৮১৩,৭৮১৮,৭৮২৫,৭৮৩১,৭৮৩৬,৭৮৪৩,৭৮৪৯,৭৮৫৪,৭৮৬১,৭৮৬৭,৭৮৭২,৭৮৭৯,৭৮৮৫,৭৮৯০,৭৮৯৭,৭৯০৩,৭৯০৮,৭৯১৫,৭৯২১,৭৯২৬,৭৯৩৩,৭৯৩৯,৭৯৪৪,৭৯৫১,৭৯৫৭,৭৯৬২,৭৯৬৯,৭৯৭৫,৭৯৮০,৭৯৮৭,৭৯৯৩,৭৯৯৮,৮০০৫,৮০১১,৮০১৬,৮০২৩,৮০২৯,৮০৩৪,৮০৪১,৮০৪৭,৮০৫২,৮০৫৯,৮০৬৫,৮০৭০,৮০৭৭,৮০৮৩,৮০৮৮,৮০৯৫,৮১০১,৮১০৬,৮১১৩,৮১১৯,৮১২৪,৮১৩১,৮১৩৭,৮১৪২,৮১৪৯,৮১৫৫,৮১৬০,৮১৬৭,৮১৭৩,৮১৭৮,৮১৮৫,৮১৯১,৮১৯৬,৮২০৩,৮২০৯,৮২১৪,৮২২১,৮২২৭,৮২৩২,৮২৩৯,৮২৪৫,৮২৫০,৮২৫৭,৮২৬৩,৮২৬৮,৮২৭৫,৮২৮১,৮২৮৬,৮২৯৩,৮২৯৯,৮৩০৪,৮৩১১,৮৩১৭,৮৩২২,৮৩২৯,৮৩৩৫,৮৩৪০,৮৩৪৭,৮৩৫৩,৮৩৫৮,৮৩৬৫,৮৩৭১,৮৩৭৬,৮৩৮৩,৮৩৮৯,৮৩৯৪,৮৪০১,৮৪০৭,৮৪১২,৮৪১৯,৮৪২৫,৮৪৩০,৮৪৩৭,৮৪৪৩,৮৪৪৮,৮৪৫৫,৮৪৬১,৮৪৬৬,৮৪৭৩,৮৪৭৯,৮৪৮৪,৮৪৯১,৮৪৯৭,৮৫০২,৮৫০৯,৮৫১৫,৮৫২০,৮৫২৭,৮৫৩৩,৮৫৩৮,৮৫৪৫,৮৫৫১,৮৫৫৬,৮৫৬৩,৮৫৬৯,৮৫৭৪,৮৫৮১,৮৫৮৭,৮৫৯২,৮৫৯৯,৮৬০৫,৮৬১০,৮৬১৭,৮৬২৩,৮৬২৮,৮৬৩৫,৮৬৪১,৮৬৪৬,৮৬৫৩,৮৬৫৯,৮৬৬৪,৮৬৭১,৮৬৭৭,৮৬৮২,৮৬৮৯,৮৬৯৫,৮৭০০,৮৭০৭,৮৭১৩,৮৭১৮,৮৭২৫,৮৭৩১,৮৭৩৬,৮৭৪৩,৮৭৪৯,৮৭৫৪,৮৭৬১,৮৭৬৭,৮৭৭২,৮৭৭৯,৮৭৮৫,৮৭৯০,৮৭৯৭,৮৮০৩,৮৮০৮,৮৮১৫,৮৮২১,৮৮২৬,৮৮৩৩,৮৮৩৯,৮৮৪৪,৮৮৫১,৮৮৫৭,৮৮৬২,৮৮৬৯,৮৮৭৫,৮৮৮০,৮৮৮৭,৮৮৯৩,৮৮৯৮,৮৯০৫,৮৯১১,৮৯১৬,৮৯২৩,৮৯২৯,৮৯৩৪,৮৯৪১,৮৯৪৭,৮৯৫২,৮৯৫৯,৮৯৬৫,৮৯৭০,৮৯৭৭,৮৯৮৩,৮৯৮৮,৮৯৯৫,৯০০১,৯০০৬,৯০১৩,৯০১৯,৯০২৪,৯০৩১,৯০৩৭,৯০৪২,৯০৪৯,৯০৫৫,৯০৬০,৯০৬৭,৯০৭৩,৯০৭৮,৯০৮৫,৯০৯১,৯০৯৬,৯১০৩,৯১০৯,৯১১৪,৯১২১,৯১২৭,৯১৩২,৯১৩৯,৯১৪৫,৯১৫০,৯১৫৭,৯১৬৩,৯১৬৮,৯১৭৫,৯১৮১,৯১৮৬,৯১৯৩,৯১৯৯,৯২০৪,৯২১১,৯২১৭,৯২২২,৯২২৯,৯২৩৫,৯২৪০,৯২৪৭,৯২৫৩,৯২৫৮,৯২৬৫,৯২৭১,৯২৭৬,৯২৮৩,৯২৮৯,৯২৯৪,৯৩০১,৯৩০৭,৯৩১২,৯৩১৯,৯৩২৫,৯৩৩০,৯৩৩৭,৯৩৪৩,৯৩৪৮,৯৩৫৫,৯৩৬১,৯৩৬৬,৯৩৭৩,৯৩৭৯,৯৩৮৪,৯৩৯১,৯৩৯৭,৯৪০২,৯৪০৯,৯৪১৫,৯৪২০,৯৪২৭,৯৪৩৩,৯৪৩৮,৯৪৪৫,৯৪৫১,৯৪৫৬,৯৪৬৩,৯৪৬৯,৯৪৭৪,৯৪৮১,৯৪৮৭,৯৪৯২,৯৪৯৯,৯৫০৫,৯৫১০,৯৫১৭,৯৫২৩,৯৫২৮,৯৫৩৫,৯৫৪১,৯৫৪৬,৯৫৫৩,৯৫৫৯,৯৫৬৪,৯৫৭১,৯৫৭৭,৯৫৮২,৯৫৮৯,৯৫৯৫,৯৬০০,৯৬০৭,৯৬১৩,৯৬১৮,৯৬২৫,৯৬৩১,৯৬৩৬,৯৬৪৩,৯৬৪৯,৯৬৫৪,৯৬৬১,৯৬৬৭,৯৬৭২,৯৬৭৯,৯৬৮৫,৯৬৯০,৯৬৯৭,৯৭০৩,৯৭০৮,৯৭১৫,৯৭২১,৯৭২৬,৯৭৩৩,৯৭৩৯,৯৭৪৪,৯৭৫১,৯৭৫৭,৯৭৬২,৯৭৬৯,৯৭৭৫,৯৭৮০,৯৭৮৭,৯৭৯৩,৯৭৯৮,৯৮০৫,৯৮১১,৯৮১৬,৯৮২৩,৯৮২৯,৯৮৩৪,৯৮৪১,৯৮৪৭,৯৮৫২,৯৮৫৯,৯৮৬৫,৯৮৭০,৯৮৭৭,৯৮৮৩,৯৮৮৮,৯৮৯৫,৯৯০১,৯৯০৬,৯৯১৩,৯৯১৯,৯৯২৪,৯৯৩১,৯৯৩৭,৯৯৪২,৯৯৪৯,৯৯৫৫,৯৯৬০,৯৯৬৭,৯৯৭৩,৯৯৭৮,৯৯৮৫,৯৯৯১,৯৯৯৬,১০০০৩,১০০০৯,১০০১৪,১০০২১,১০০২৭,১০০৩২,১০০৩৯,১০০৪৫,১০০৫০,১০০৫৭,১০০৬৩,১০০৬৮,১০০৭৫,১০০৮১,১০০৮৬,১০০৯৩,১০০৯৯,১০১০৪,১০১১১,১০১১৭,১০১২২,১০১২৯,১০১৩৫,১০১৪০,১০১৪৭,১০১৫৩,১০১৫৮,১০১৬৫,১০১৭১,১০১৭৬,১০১৮৩,১০১৮৯,১০১৯৪,১০২০১,১০২০৭,১০২১২,১০২১৯,১০২২৫,১০২৩০,১০২৩৭,১০২৪৩,১০২৪৮,১০২৫৫,১০২৬১,১০২৬৬,১০২৭৩,১০২৭৯,১০২৮৪,১০২৯১,১০২৯৭,১০৩০২,১০৩০৯,১০৩১৫,১০৩২০,১০৩২৭,১০৩৩৩,১০৩৩৮,১০৩৪৫,১০৩৫১,১০৩৫৬,১০৩৬৩,১০৩৬৯,১০৩৭৪,১০৩৮১,১০৩৮৭,১০৩৯২,১০৩৯৯,১০৪০৫,১০৪১০,১০৪১৭,১০৪২৩,১০৪২৮,১০৪৩৫,১০৪৪১,১০৪৪৬,১০৪৫৩,১০৪৫৯,১০৪৬৪,১০৪৭১,১০৪৭৭,১০৪৮২,১০৪৮৯,১০৪৯৫,১০৫০০,১০৫০৭,১০৫১৩,১০৫১৮,১০৫২৫,১০৫৩১,১০৫৩৬,১০৫৪৩,১০৫৪৯,১০৫৫৪,১০৫৬১,১০৫৬৭,১০৫৭২,১০৫৭৯,১০৫৮৫,১০৫৯০,১০৫৯৭,১০৬০৩,১০৬০৮,১০৬১৫,১০৬২১,১০৬২৬,১০৬৩৩,১০৬৩৯,১০৬৪৪,১০৬৫১,১০৬৫৭,১০৬৬২ = ১২৭৬ (বারশত ছিয়াত্তর) জন। [17,241,714,712]
schedule-date-time: ১৪-১০-২০১৬ খ্রিঃ সকাল ১১.০০- ১১.৩০ ঘটিকা [54,1762,173,1877]
schedule-roll-list: ২০৬৮,২০৭০,২০৭৪,২০৭৮,২০৮৪,২০৯০,২০৯৬,২১০১,২১০৯,২১১৬,২১২২,২১২৬,২১৩০,২১৩৮,২১৪৩,২১৪৯,২১৫৭,২১৬৫,২১৬৮,২১৭৪,২১৮৩,২১৯০,২১৯৬,২২০২,২২০৯,২২১৪,২২১৯,২২২৬,২২৩৩,২২৪০,২২৪৬,২২৫২,২২৬১,২২৬৫,২২৭৩,২২৮০,২২৮৫,২২৯৩,২২৯৮,২৩০৪,২৩১০,২৩১৫,২৩২২,২৩২৮,২৩৩৭,২৩৪২,২৩৫০,২৩৫৪,২৩৬০,২৩৬৬,২৩৭১,২৩৭৬,২৩৮৩,২৩৯০,২৩৯৬,২৪০১,২৪০৮,২৪১৩,২৪১৯,২৪২৫,২৪৩১,২৪৩৬,২৪৪৪,২৪৫০,২৪৫৫,২৪৬১,২৪৬৮,২৪৭৩,২৪৮০,২৪৮৬,২৪৯২,২৪৯৯,২৫০৩,২৫১০,২৫১৬,২৫২১,২৫২৯,২৫৩৪,২৫৪০,২৫৪৭,২৫৫৩,২৫৫৮ [173,1660,664,1762]
